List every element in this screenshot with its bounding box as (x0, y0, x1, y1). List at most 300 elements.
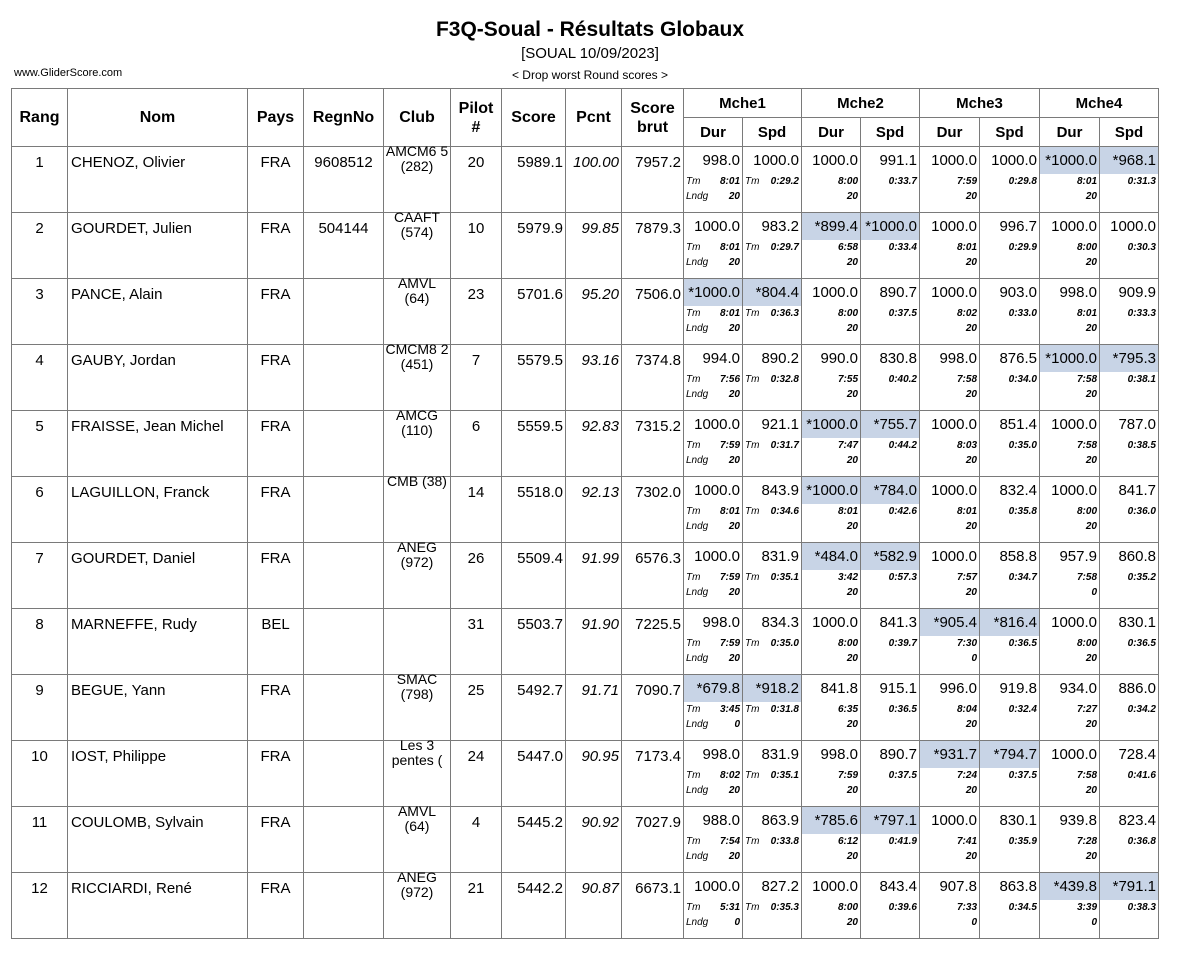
club-label: ANEG (972) (397, 539, 437, 570)
score-cell: 5442.2 (502, 873, 566, 939)
spd-score: 863.8 (999, 878, 1037, 895)
dur-score: *899.4 (802, 213, 860, 240)
brut-score-cell: 7506.0 (622, 279, 684, 345)
flight-time: 8:02 (956, 308, 977, 319)
percent-cell: 91.90 (566, 609, 622, 675)
round-1-dur-cell (684, 873, 743, 939)
club-label: CMB (38) (387, 473, 447, 489)
dur-score: 1000.0 (1051, 614, 1097, 631)
round-1-dur-cell (684, 543, 743, 609)
round-3-spd-cell (980, 213, 1040, 279)
score-cell: 5701.6 (502, 279, 566, 345)
flight-time: 7:58 (1076, 374, 1097, 385)
landing-points: 20 (728, 323, 740, 334)
name-cell: PANCE, Alain (68, 279, 248, 345)
header-r3-dur: Dur (920, 118, 980, 147)
percent-cell: 90.95 (566, 741, 622, 807)
tm-label: Tm (686, 572, 701, 583)
landing-points: 20 (846, 323, 858, 334)
event-subtitle: [SOUAL 10/09/2023] (521, 45, 659, 62)
round-1-dur-cell (684, 741, 743, 807)
speed-time: 0:37.5 (888, 770, 917, 781)
name-cell: LAGUILLON, Franck (68, 477, 248, 543)
brut-score-cell: 7173.4 (622, 741, 684, 807)
speed-time: 0:35.1 (770, 572, 799, 583)
speed-time: 0:36.5 (1127, 638, 1156, 649)
dur-score: 1000.0 (812, 614, 858, 631)
round-4-dur-cell (1040, 345, 1100, 411)
flight-time: 8:01 (719, 242, 740, 253)
round-4-spd-cell (1100, 741, 1159, 807)
dur-score: 990.0 (820, 350, 858, 367)
club-label: CAAFT (574) (394, 209, 440, 240)
round-2-spd-cell (861, 675, 920, 741)
spd-score: 991.1 (879, 152, 917, 169)
percent-cell: 91.99 (566, 543, 622, 609)
dur-score: *1000.0 (802, 411, 860, 438)
round-4-spd-cell (1100, 675, 1159, 741)
score-cell: 5503.7 (502, 609, 566, 675)
spd-score: 843.9 (761, 482, 799, 499)
name-cell: CHENOZ, Olivier (68, 147, 248, 213)
speed-time: 0:35.0 (770, 638, 799, 649)
dur-score: 1000.0 (694, 878, 740, 895)
speed-time: 0:38.1 (1127, 374, 1156, 385)
percent-cell: 92.83 (566, 411, 622, 477)
score-cell: 5492.7 (502, 675, 566, 741)
round-3-spd-cell (980, 543, 1040, 609)
round-3-spd-cell (980, 345, 1040, 411)
round-4-dur-cell (1040, 147, 1100, 213)
speed-time: 0:36.0 (1127, 506, 1156, 517)
landing-points: 20 (965, 719, 977, 730)
flight-time: 8:03 (956, 440, 977, 451)
round-4-spd-cell (1100, 411, 1159, 477)
header-brut: Score brut (622, 89, 684, 147)
round-2-dur-cell (802, 345, 861, 411)
flight-time: 7:28 (1076, 836, 1097, 847)
spd-score: 787.0 (1118, 416, 1156, 433)
tm-label: Tm (686, 176, 701, 187)
spd-score: 919.8 (999, 680, 1037, 697)
round-4-dur-cell (1040, 213, 1100, 279)
round-3-dur-cell (920, 741, 980, 807)
landing-points: 20 (728, 389, 740, 400)
round-2-spd-cell (861, 609, 920, 675)
header-round-2: Mche2 (802, 89, 920, 118)
table-row (12, 675, 1159, 741)
spd-score: 983.2 (761, 218, 799, 235)
round-3-dur-cell (920, 147, 980, 213)
flight-time: 7:30 (956, 638, 977, 649)
speed-time: 0:30.3 (1127, 242, 1156, 253)
pilot-number-cell: 7 (451, 345, 502, 411)
club-cell (384, 869, 451, 939)
flight-time: 6:35 (837, 704, 858, 715)
club-cell (384, 341, 451, 411)
drop-note: < Drop worst Round scores > (511, 68, 669, 82)
brut-score-cell: 7302.0 (622, 477, 684, 543)
rank-cell: 3 (12, 279, 68, 345)
round-2-spd-cell (861, 411, 920, 477)
round-1-spd-cell (743, 741, 802, 807)
landing-points: 20 (728, 785, 740, 796)
flight-time: 7:27 (1076, 704, 1097, 715)
brut-score-cell: 7957.2 (622, 147, 684, 213)
round-1-spd-cell (743, 477, 802, 543)
dur-score: 1000.0 (694, 482, 740, 499)
flight-time: 8:00 (837, 176, 858, 187)
club-cell (384, 803, 451, 873)
percent-cell: 95.20 (566, 279, 622, 345)
speed-time: 0:35.3 (770, 902, 799, 913)
dur-score: 1000.0 (931, 812, 977, 829)
spd-score: *797.1 (861, 807, 919, 834)
score-cell: 5445.2 (502, 807, 566, 873)
landing-points: 20 (846, 785, 858, 796)
spd-score: *791.1 (1100, 873, 1158, 900)
tm-label: Tm (686, 440, 701, 451)
round-1-spd-cell (743, 411, 802, 477)
spd-score: 903.0 (999, 284, 1037, 301)
speed-time: 0:37.5 (888, 308, 917, 319)
spd-score: 890.2 (761, 350, 799, 367)
landing-points: 20 (1085, 719, 1097, 730)
round-4-dur-cell (1040, 477, 1100, 543)
dur-score: 1000.0 (931, 152, 977, 169)
pilot-number-cell: 4 (451, 807, 502, 873)
round-2-spd-cell (861, 807, 920, 873)
flight-time: 7:59 (719, 572, 740, 583)
tm-label: Tm (686, 836, 701, 847)
tm-label: Tm (686, 242, 701, 253)
dur-score: 998.0 (939, 350, 977, 367)
landing-points: 20 (846, 719, 858, 730)
brut-score-cell: 7090.7 (622, 675, 684, 741)
flight-time: 8:00 (837, 308, 858, 319)
regn-cell (304, 543, 384, 609)
spd-score: 823.4 (1118, 812, 1156, 829)
spd-score: *582.9 (861, 543, 919, 570)
rank-cell: 11 (12, 807, 68, 873)
landing-points: 20 (846, 917, 858, 928)
round-1-spd-cell (743, 807, 802, 873)
header-club: Club (384, 89, 451, 147)
round-4-spd-cell (1100, 807, 1159, 873)
round-1-dur-cell (684, 609, 743, 675)
round-2-dur-cell (802, 873, 861, 939)
flight-time: 7:58 (956, 374, 977, 385)
speed-time: 0:31.3 (1127, 176, 1156, 187)
regn-cell (304, 411, 384, 477)
round-4-spd-cell (1100, 279, 1159, 345)
round-4-dur-cell (1040, 675, 1100, 741)
rank-cell: 1 (12, 147, 68, 213)
flight-time: 8:00 (837, 902, 858, 913)
brut-score-cell: 6576.3 (622, 543, 684, 609)
tm-label: Tm (745, 176, 760, 187)
round-2-spd-cell (861, 345, 920, 411)
spd-score: 830.1 (999, 812, 1037, 829)
header-score: Score (502, 89, 566, 147)
spd-score: *784.0 (861, 477, 919, 504)
flight-time: 7:33 (956, 902, 977, 913)
round-2-dur-cell (802, 147, 861, 213)
round-1-dur-cell (684, 411, 743, 477)
table-row (12, 807, 1159, 873)
tm-label: Tm (745, 506, 760, 517)
speed-time: 0:40.2 (888, 374, 917, 385)
speed-time: 0:35.0 (1008, 440, 1037, 451)
landing-points: 20 (1085, 785, 1097, 796)
regn-cell (304, 345, 384, 411)
round-3-dur-cell (920, 609, 980, 675)
round-2-spd-cell (861, 873, 920, 939)
flight-time: 8:01 (719, 506, 740, 517)
lndg-label: Lndg (686, 851, 709, 862)
score-cell: 5559.5 (502, 411, 566, 477)
spd-score: 841.3 (879, 614, 917, 631)
results-table (11, 88, 1159, 939)
pilot-number-cell: 21 (451, 873, 502, 939)
landing-points: 20 (965, 257, 977, 268)
score-cell: 5979.9 (502, 213, 566, 279)
round-1-spd-cell (743, 609, 802, 675)
table-row (12, 279, 1159, 345)
landing-points: 20 (1085, 521, 1097, 532)
spd-score: *755.7 (861, 411, 919, 438)
score-cell: 5518.0 (502, 477, 566, 543)
spd-score: 834.3 (761, 614, 799, 631)
lndg-label: Lndg (686, 785, 709, 796)
country-cell: FRA (248, 213, 304, 279)
pilot-number-cell: 31 (451, 609, 502, 675)
percent-cell: 100.00 (566, 147, 622, 213)
speed-time: 0:39.6 (888, 902, 917, 913)
tm-label: Tm (686, 308, 701, 319)
tm-label: Tm (686, 770, 701, 781)
regn-cell (304, 807, 384, 873)
round-2-dur-cell (802, 741, 861, 807)
dur-score: 907.8 (939, 878, 977, 895)
name-cell: IOST, Philippe (68, 741, 248, 807)
landing-points: 20 (846, 653, 858, 664)
round-1-dur-cell (684, 807, 743, 873)
flight-time: 8:01 (837, 506, 858, 517)
round-2-dur-cell (802, 807, 861, 873)
dur-score: 988.0 (702, 812, 740, 829)
spd-score: 860.8 (1118, 548, 1156, 565)
speed-time: 0:29.2 (770, 176, 799, 187)
round-1-spd-cell (743, 873, 802, 939)
speed-time: 0:29.7 (770, 242, 799, 253)
speed-time: 0:34.7 (1008, 572, 1037, 583)
tm-label: Tm (745, 902, 760, 913)
dur-score: 1000.0 (931, 284, 977, 301)
round-1-dur-cell (684, 147, 743, 213)
flight-time: 7:55 (837, 374, 858, 385)
landing-points: 20 (965, 191, 977, 202)
tm-label: Tm (686, 506, 701, 517)
tm-label: Tm (745, 440, 760, 451)
round-3-spd-cell (980, 411, 1040, 477)
rank-cell: 10 (12, 741, 68, 807)
round-4-spd-cell (1100, 543, 1159, 609)
percent-cell: 90.92 (566, 807, 622, 873)
club-cell (384, 407, 451, 477)
table-row (12, 411, 1159, 477)
header-r3-spd: Spd (980, 118, 1040, 147)
club-label: AMCG (110) (396, 407, 438, 438)
dur-score: 1000.0 (694, 548, 740, 565)
club-label: AMVL (64) (397, 803, 437, 834)
brut-score-cell: 7225.5 (622, 609, 684, 675)
flight-time: 8:01 (719, 308, 740, 319)
flight-time: 8:01 (719, 176, 740, 187)
round-4-spd-cell (1100, 477, 1159, 543)
brut-score-cell: 7315.2 (622, 411, 684, 477)
club-cell (384, 737, 451, 807)
dur-score: 841.8 (820, 680, 858, 697)
speed-time: 0:31.7 (770, 440, 799, 451)
dur-score: 998.0 (702, 614, 740, 631)
round-2-dur-cell (802, 279, 861, 345)
flight-time: 3:42 (837, 572, 858, 583)
site-label: www.GliderScore.com (14, 67, 123, 79)
round-2-spd-cell (861, 279, 920, 345)
dur-score: 998.0 (1059, 284, 1097, 301)
landing-points: 20 (728, 521, 740, 532)
table-row (12, 741, 1159, 807)
club-cell (384, 473, 451, 543)
flight-time: 3:45 (719, 704, 740, 715)
landing-points: 20 (965, 587, 977, 598)
dur-score: *439.8 (1040, 873, 1099, 900)
club-label: SMAC (798) (396, 671, 438, 702)
country-cell: FRA (248, 741, 304, 807)
flight-time: 6:12 (837, 836, 858, 847)
header-pcnt: Pcnt (566, 89, 622, 147)
lndg-label: Lndg (686, 587, 709, 598)
landing-points: 20 (846, 257, 858, 268)
round-4-spd-cell (1100, 147, 1159, 213)
landing-points: 20 (1085, 191, 1097, 202)
dur-score: 998.0 (820, 746, 858, 763)
speed-time: 0:31.8 (770, 704, 799, 715)
spd-score: 831.9 (761, 548, 799, 565)
flight-time: 8:02 (719, 770, 740, 781)
lndg-label: Lndg (686, 257, 709, 268)
round-4-dur-cell (1040, 741, 1100, 807)
flight-time: 6:58 (837, 242, 858, 253)
dur-score: 934.0 (1059, 680, 1097, 697)
lndg-label: Lndg (686, 191, 709, 202)
club-label: AMVL (64) (397, 275, 437, 306)
round-3-dur-cell (920, 543, 980, 609)
pilot-number-cell: 14 (451, 477, 502, 543)
round-4-dur-cell (1040, 807, 1100, 873)
landing-points: 20 (1085, 323, 1097, 334)
score-cell: 5447.0 (502, 741, 566, 807)
lndg-label: Lndg (686, 917, 709, 928)
page-title: F3Q-Soual - Résultats Globaux (435, 18, 745, 41)
dur-score: 1000.0 (812, 284, 858, 301)
rank-cell: 8 (12, 609, 68, 675)
landing-points: 20 (846, 191, 858, 202)
flight-time: 7:59 (837, 770, 858, 781)
pilot-number-cell: 20 (451, 147, 502, 213)
club-cell (384, 609, 451, 675)
speed-time: 0:33.7 (888, 176, 917, 187)
speed-time: 0:35.2 (1127, 572, 1156, 583)
table-row (12, 477, 1159, 543)
tm-label: Tm (745, 704, 760, 715)
brut-score-cell: 7879.3 (622, 213, 684, 279)
name-cell: GOURDET, Julien (68, 213, 248, 279)
dur-score: *785.6 (802, 807, 860, 834)
country-cell: FRA (248, 873, 304, 939)
dur-score: 998.0 (702, 152, 740, 169)
spd-score: 851.4 (999, 416, 1037, 433)
landing-points: 20 (965, 455, 977, 466)
tm-label: Tm (745, 308, 760, 319)
pilot-number-cell: 23 (451, 279, 502, 345)
name-cell: FRAISSE, Jean Michel (68, 411, 248, 477)
round-4-spd-cell (1100, 609, 1159, 675)
speed-time: 0:34.6 (770, 506, 799, 517)
flight-time: 8:00 (1076, 638, 1097, 649)
round-3-spd-cell (980, 741, 1040, 807)
percent-cell: 93.16 (566, 345, 622, 411)
round-3-dur-cell (920, 807, 980, 873)
tm-label: Tm (745, 374, 760, 385)
header-pilot: Pilot # (451, 89, 502, 147)
dur-score: 1000.0 (931, 416, 977, 433)
table-row (12, 873, 1159, 939)
dur-score: *1000.0 (684, 279, 742, 306)
round-1-spd-cell (743, 147, 802, 213)
pilot-number-cell: 6 (451, 411, 502, 477)
flight-time: 7:57 (956, 572, 977, 583)
dur-score: *1000.0 (1040, 147, 1099, 174)
rank-cell: 5 (12, 411, 68, 477)
landing-points: 20 (728, 653, 740, 664)
round-3-dur-cell (920, 477, 980, 543)
tm-label: Tm (745, 572, 760, 583)
flight-time: 7:59 (956, 176, 977, 187)
club-cell (384, 143, 451, 213)
landing-points: 20 (846, 587, 858, 598)
landing-points: 20 (965, 851, 977, 862)
dur-score: 1000.0 (931, 548, 977, 565)
landing-points: 20 (1085, 851, 1097, 862)
percent-cell: 91.71 (566, 675, 622, 741)
flight-time: 7:56 (719, 374, 740, 385)
speed-time: 0:35.9 (1008, 836, 1037, 847)
speed-time: 0:34.5 (1008, 902, 1037, 913)
round-1-spd-cell (743, 345, 802, 411)
percent-cell: 90.87 (566, 873, 622, 939)
tm-label: Tm (686, 638, 701, 649)
dur-score: *1000.0 (802, 477, 860, 504)
round-1-spd-cell (743, 213, 802, 279)
speed-time: 0:32.4 (1008, 704, 1037, 715)
landing-points: 20 (846, 389, 858, 400)
flight-time: 7:24 (956, 770, 977, 781)
header-r1-spd: Spd (743, 118, 802, 147)
spd-score: 832.4 (999, 482, 1037, 499)
country-cell: FRA (248, 147, 304, 213)
